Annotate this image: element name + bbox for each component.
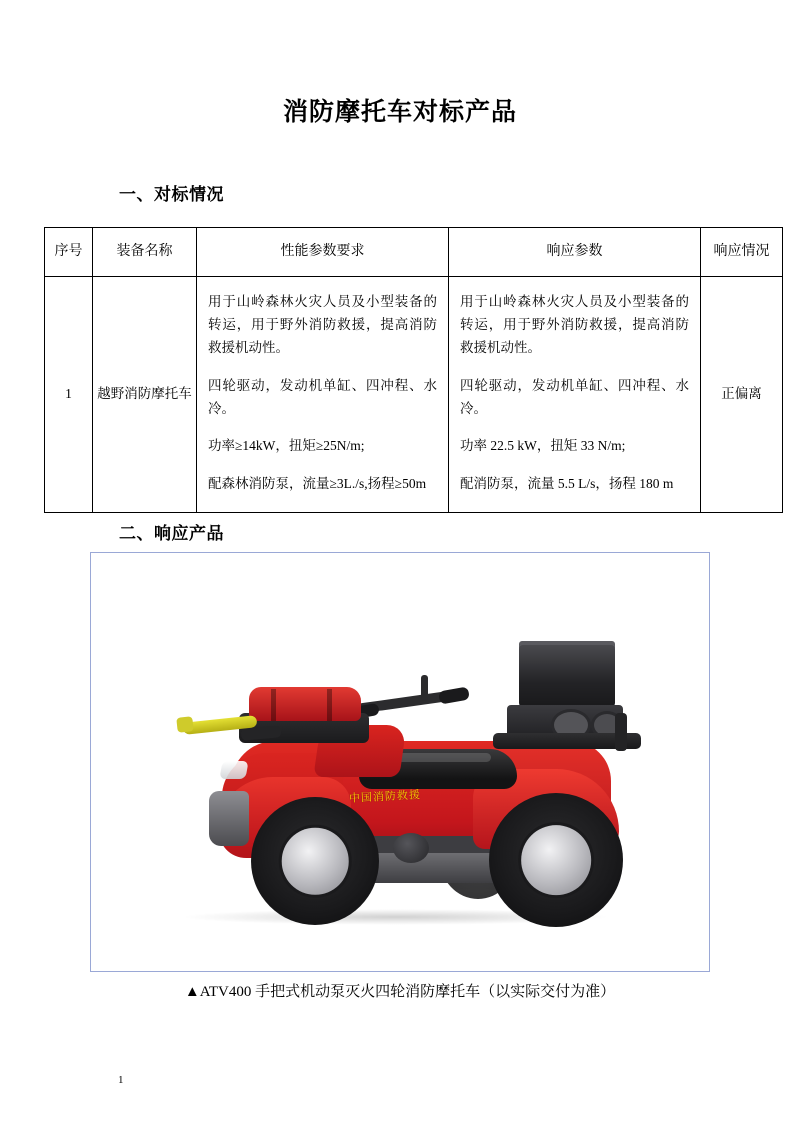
bag-strap xyxy=(327,689,332,721)
mirror-post xyxy=(421,675,428,701)
table-header-status: 响应情况 xyxy=(701,228,783,277)
cell-response xyxy=(449,276,701,513)
cell-equipment-name: 越野消防摩托车 xyxy=(93,276,197,513)
vehicle-decal: 中国消防救援 xyxy=(348,788,422,806)
response-line: 功率 22.5 kW，扭矩 33 N/m; xyxy=(460,438,626,454)
section-heading-benchmark: 一、对标情况 xyxy=(119,185,224,205)
table-header-row xyxy=(45,228,783,277)
requirement-line: 用于山岭森林火灾人员及小型装备的转运，用于野外消防救援，提高消防救援机动性。 xyxy=(208,293,437,355)
fire-pump-box xyxy=(519,645,615,707)
table-header-response: 响应参数 xyxy=(449,228,701,277)
nozzle-tip xyxy=(176,717,193,734)
page-number: 1 xyxy=(118,1074,124,1086)
atv-illustration xyxy=(121,601,681,951)
cell-status: 正偏离 xyxy=(701,276,783,513)
table-row xyxy=(45,276,783,513)
spec-table xyxy=(44,227,783,513)
table-header-no: 序号 xyxy=(45,228,93,277)
rear-rack-bar xyxy=(615,713,627,751)
requirement-line: 配森林消防泵，流量≥3L./s,扬程≥50m xyxy=(208,476,427,492)
cell-no: 1 xyxy=(45,276,93,513)
response-line: 配消防泵，流量 5.5 L/s，扬程 180 m xyxy=(460,476,674,492)
response-line: 四轮驱动，发动机单缸、四冲程、水冷。 xyxy=(460,377,689,416)
requirement-line: 功率≥14kW，扭矩≥25N/m; xyxy=(208,438,365,454)
right-handgrip xyxy=(438,687,470,705)
section-heading-response: 二、响应产品 xyxy=(119,524,224,545)
headlight xyxy=(219,761,248,779)
table-header-name: 装备名称 xyxy=(93,228,197,277)
requirement-line: 四轮驱动，发动机单缸、四冲程、水冷。 xyxy=(208,377,437,416)
bag-strap xyxy=(271,689,276,721)
product-photo xyxy=(90,552,710,972)
figure-caption: ▲ATV400 手把式机动泵灭火四轮消防摩托车（以实际交付为准） xyxy=(184,984,616,1001)
front-grille xyxy=(209,791,249,846)
front-equipment-bag xyxy=(249,687,361,721)
response-line: 用于山岭森林火灾人员及小型装备的转运，用于野外消防救援，提高消防救援机动性。 xyxy=(460,293,689,355)
page-title: 消防摩托车对标产品 xyxy=(282,97,517,126)
front-wheel xyxy=(251,797,379,925)
cell-requirements xyxy=(197,276,449,513)
table-header-requirements: 性能参数要求 xyxy=(197,228,449,277)
rear-wheel xyxy=(489,793,623,927)
